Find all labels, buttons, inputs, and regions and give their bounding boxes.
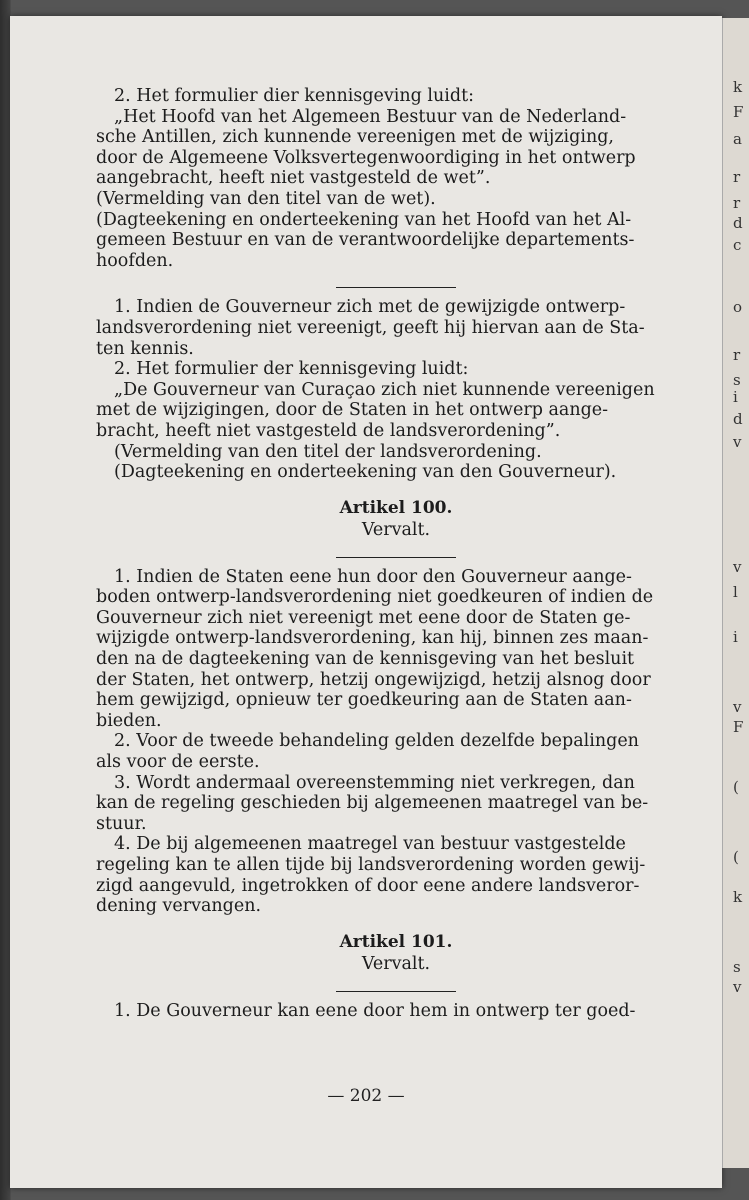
text-line: wijzigde ontwerp-landsverordening, kan hij, binnen zes maan- [96, 628, 649, 649]
section-formulier-wet [96, 86, 696, 271]
text-line: 1. Indien de Gouverneur zich met de gewijzigde ontwerp- [114, 297, 626, 318]
text-line: den na de dagteekening van de kennisgeving van het besluit [96, 649, 635, 670]
text-line: Gouverneur zich niet vereenigt met eene door de Staten ge- [96, 607, 631, 628]
article-101-body [96, 1001, 696, 1022]
text-line: (Vermelding van den titel van de wet). [96, 188, 436, 209]
section-separator [336, 277, 456, 291]
adjacent-page-fragment: F [733, 103, 744, 121]
text-line: „De Gouverneur van Curaçao zich niet kunnende vereenigen [114, 379, 655, 400]
section-separator [336, 981, 456, 995]
adjacent-page-fragment: ( [733, 778, 739, 796]
adjacent-page-fragment: r [733, 346, 741, 364]
text-line: 2. Het formulier der kennisgeving luidt: [114, 359, 469, 380]
article-100-status: Vervalt. [361, 519, 431, 540]
adjacent-page-fragment: v [733, 978, 742, 996]
adjacent-page-fragment: r [733, 168, 741, 186]
adjacent-page-fragment: v [733, 433, 742, 451]
adjacent-page-fragment: s [733, 371, 741, 389]
text-line: ten kennis. [96, 338, 194, 359]
text-line: 1. De Gouverneur kan eene door hem in ontwerp ter goed- [114, 1000, 636, 1021]
text-line: als voor de eerste. [96, 752, 260, 773]
text-line: „Het Hoofd van het Algemeen Bestuur van de Nederland- [114, 106, 627, 127]
page-content [96, 86, 696, 1021]
adjacent-page-fragment: d [733, 214, 743, 232]
text-line: 2. Het formulier dier kennisgeving luidt: [114, 86, 475, 106]
adjacent-page-fragment: v [733, 558, 742, 576]
adjacent-page-fragment: a [733, 130, 742, 148]
text-line: sche Antillen, zich kunnende vereenigen met de wijziging, [96, 127, 614, 148]
page-number: — 202 — [327, 1086, 405, 1106]
article-100-heading: Artikel 100. [339, 497, 453, 518]
text-line: kan de regeling geschieden bij algemeenen maatregel van be- [96, 793, 649, 814]
text-line: boden ontwerp-landsverordening niet goedkeuren of indien de [96, 587, 654, 608]
text-line: (Vermelding van den titel der landsverordening. [114, 441, 542, 462]
text-line: 2. Voor de tweede behandeling gelden dezelfde bepalingen [114, 731, 639, 752]
text-line: door de Algemeene Volksvertegenwoordiging in het ontwerp [96, 147, 636, 168]
article-101-heading: Artikel 101. [339, 931, 453, 952]
text-line: der Staten, het ontwerp, hetzij ongewijzigd, hetzij alsnog door [96, 669, 651, 690]
adjacent-page-fragment: k [733, 78, 743, 96]
adjacent-page-fragment: s [733, 958, 741, 976]
section-separator [336, 547, 456, 561]
text-line: bieden. [96, 710, 162, 731]
article-101-status: Vervalt. [361, 953, 431, 974]
adjacent-page-edge [722, 18, 749, 1168]
text-line: hem gewijzigd, opnieuw ter goedkeuring aan de Staten aan- [96, 690, 632, 711]
adjacent-page-fragment: o [733, 298, 743, 316]
adjacent-page-fragment: i [733, 628, 738, 646]
adjacent-page-fragment: c [733, 236, 742, 254]
text-line: hoofden. [96, 250, 174, 271]
adjacent-page-fragment: k [733, 888, 743, 906]
text-line: regeling kan te allen tijde bij landsverordening worden gewij- [96, 855, 646, 875]
book-page [10, 16, 722, 1188]
text-line: 3. Wordt andermaal overeenstemming niet verkregen, dan [114, 772, 635, 793]
text-line: (Dagteekening en onderteekening van het Hoofd van het Al- [96, 209, 632, 230]
adjacent-page-fragment: d [733, 410, 743, 428]
adjacent-page-fragment: i [733, 388, 738, 406]
text-line: met de wijzigingen, door de Staten in het ontwerp aange- [96, 400, 609, 421]
section-formulier-landsverordening [96, 297, 696, 482]
text-line: gemeen Bestuur en van de verantwoordelijke departements- [96, 230, 635, 251]
adjacent-page-fragment: F [733, 718, 744, 736]
text-line: bracht, heeft niet vastgesteld de landsverordening”. [96, 420, 561, 441]
text-line: (Dagteekening en onderteekening van den Gouverneur). [114, 462, 617, 483]
text-line: zigd aangevuld, ingetrokken of door eene andere landsveror- [96, 875, 640, 896]
text-line: dening vervangen. [96, 896, 262, 917]
text-line: 1. Indien de Staten eene hun door den Gouverneur aange- [114, 566, 632, 587]
text-line: 4. De bij algemeenen maatregel van bestuur vastgestelde [114, 834, 626, 855]
text-line: stuur. [96, 813, 147, 834]
adjacent-page-fragment: v [733, 698, 742, 716]
text-line: landsverordening niet vereenigt, geeft hij hiervan aan de Sta- [96, 317, 645, 338]
adjacent-page-fragment: r [733, 194, 741, 212]
text-line: aangebracht, heeft niet vastgesteld de wet”. [96, 168, 491, 189]
article-100-body [96, 567, 696, 917]
adjacent-page-fragment: ( [733, 848, 739, 866]
adjacent-page-fragment: l [733, 583, 738, 601]
